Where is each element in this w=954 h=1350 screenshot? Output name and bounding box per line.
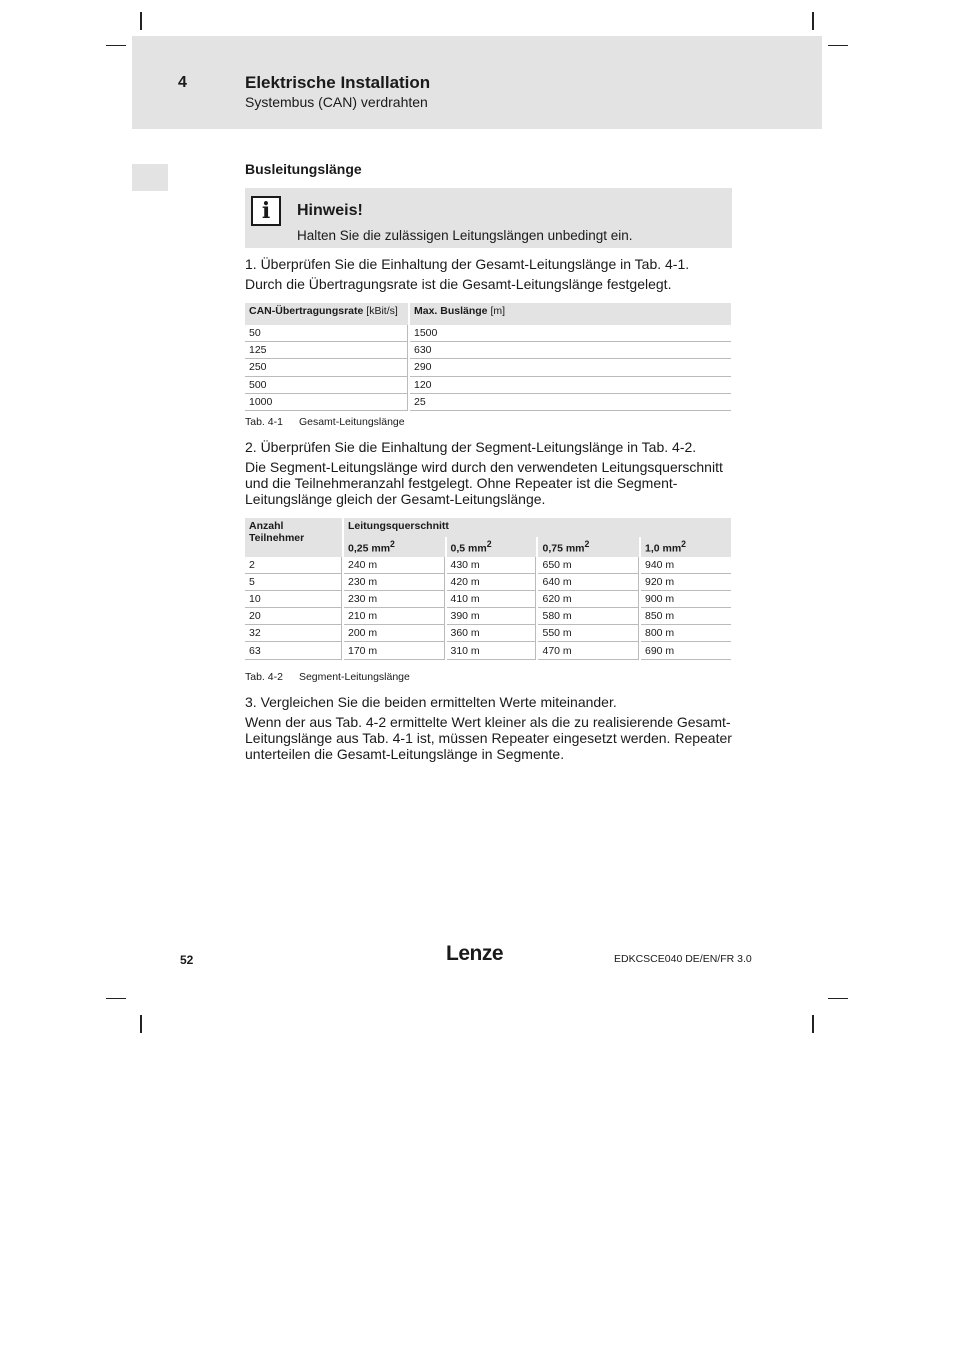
table-row — [245, 625, 732, 642]
table-row — [245, 376, 732, 393]
chapter-title: Elektrische Installation — [245, 73, 431, 92]
table1-caption-title: Gesamt-Leitungslänge — [298, 416, 405, 428]
table-row — [245, 342, 732, 359]
table-cell: 210 m — [343, 608, 446, 625]
table-cell: 125 — [245, 342, 409, 359]
table-cell: 200 m — [343, 625, 446, 642]
table-cell: 650 m — [537, 557, 640, 574]
crop-mark-bottom-right-h — [828, 998, 848, 999]
table-cell: 10 — [245, 590, 343, 607]
chapter-subtitle: Systembus (CAN) verdrahten — [245, 94, 428, 110]
crop-mark-bottom-left-h — [106, 998, 126, 999]
table2-subheader-10: 1,0 $mm^2$ — [640, 537, 732, 557]
crop-mark-bottom-left-v — [140, 1015, 142, 1033]
step-1-detail: Durch die Übertragungsrate ist die Gesamt-Leitungslänge festgelegt. — [245, 276, 672, 292]
table-cell: 2 — [245, 557, 343, 574]
step-2-detail: Die Segment-Leitungslänge wird durch den verwendeten Leitungsquerschnitt und die Teilnehmeranzahl festgelegt. Ohne Repeater ist die Segment-Leitungslänge gleich der Gesamt-Leitungslänge. — [245, 459, 723, 507]
table-cell: 410 m — [446, 590, 538, 607]
table2-caption-number: Tab. 4-2 — [245, 671, 283, 683]
table-cell: 800 m — [640, 625, 732, 642]
table-cell: 850 m — [640, 608, 732, 625]
table-cell: 390 m — [446, 608, 538, 625]
table-cell: 50 — [245, 325, 409, 342]
table2-header-group: Leitungsquerschnitt — [343, 518, 732, 537]
note-title: Hinweis! — [297, 202, 363, 219]
table-cell: 690 m — [640, 642, 732, 659]
table-cell: 620 m — [537, 590, 640, 607]
table-cell: 640 m — [537, 573, 640, 590]
table2-caption-title: Segment-Leitungslänge — [298, 671, 410, 683]
table2-subheader-05: 0,5 $mm^2$ — [446, 537, 538, 557]
table-cell: 920 m — [640, 573, 732, 590]
step-2-text: 2. Überprüfen Sie die Einhaltung der Segment-Leitungslänge in Tab. 4-2. — [245, 439, 697, 455]
side-tab-marker — [132, 164, 168, 191]
table1-header-rate: CAN-Übertragungsrate [kBit/s] — [245, 303, 409, 325]
crop-mark-top-left-v — [140, 12, 142, 30]
table2-caption — [245, 671, 410, 683]
crop-mark-top-right-h — [828, 45, 848, 46]
table-cell: 5 — [245, 573, 343, 590]
table-cell: 310 m — [446, 642, 538, 659]
table-segment-length — [245, 518, 733, 660]
table1-caption — [245, 416, 405, 428]
section-heading: Busleitungslänge — [245, 161, 362, 177]
crop-mark-bottom-right-v — [812, 1015, 814, 1033]
table-cell: 470 m — [537, 642, 640, 659]
table-cell: 1500 — [409, 325, 732, 342]
table-cell: 250 — [245, 359, 409, 376]
table-cell: 230 m — [343, 573, 446, 590]
table-cell: 170 m — [343, 642, 446, 659]
table-cell: 360 m — [446, 625, 538, 642]
table-cell: 580 m — [537, 608, 640, 625]
step-1-text: 1. Überprüfen Sie die Einhaltung der Gesamt-Leitungslänge in Tab. 4-1. — [245, 256, 690, 272]
table-cell: 550 m — [537, 625, 640, 642]
table-cell: 240 m — [343, 557, 446, 574]
table-cell: 32 — [245, 625, 343, 642]
table-cell: 290 — [409, 359, 732, 376]
table-row — [245, 590, 732, 607]
chapter-header-band — [132, 36, 822, 129]
document-id: EDKCSCE040 DE/EN/FR 3.0 — [614, 953, 752, 965]
brand-logo: Lenze — [446, 942, 504, 965]
table-row — [245, 642, 732, 659]
table-cell: 120 — [409, 376, 732, 393]
table-cell: 630 — [409, 342, 732, 359]
chapter-number: 4 — [178, 74, 187, 91]
table2-header-participants: Anzahl Teilnehmer — [245, 518, 343, 557]
note-text: Halten Sie die zulässigen Leitungslängen unbedingt ein. — [297, 228, 633, 243]
table1-caption-number: Tab. 4-1 — [245, 416, 283, 428]
table-cell: 1000 — [245, 393, 409, 410]
table-row — [245, 557, 732, 574]
table-row — [245, 325, 732, 342]
crop-mark-top-left-h — [106, 45, 126, 46]
table2-subheader-025: 0,25 $mm^2$ — [343, 537, 446, 557]
table1-header-length: Max. Buslänge [m] — [409, 303, 732, 325]
table-cell: 900 m — [640, 590, 732, 607]
note-box — [245, 188, 732, 248]
table-row — [245, 359, 732, 376]
table-total-length — [245, 303, 733, 411]
table-cell: 500 — [245, 376, 409, 393]
table-cell: 940 m — [640, 557, 732, 574]
crop-mark-top-right-v — [812, 12, 814, 30]
info-icon: i — [251, 196, 281, 226]
table-row — [245, 393, 732, 410]
table2-subheader-075: 0,75 $mm^2$ — [537, 537, 640, 557]
table-row — [245, 608, 732, 625]
table-cell: 230 m — [343, 590, 446, 607]
table-cell: 430 m — [446, 557, 538, 574]
table-cell: 25 — [409, 393, 732, 410]
step-3-text: 3. Vergleichen Sie die beiden ermittelten Werte miteinander. — [245, 694, 617, 710]
table-row — [245, 573, 732, 590]
table-cell: 63 — [245, 642, 343, 659]
table-cell: 20 — [245, 608, 343, 625]
table-cell: 420 m — [446, 573, 538, 590]
step-3-detail: Wenn der aus Tab. 4-2 ermittelte Wert kleiner als die zu realisierende Gesamt-Leitungslänge aus Tab. 4-1 ist, müssen Repeater eingesetzt werden. Repeater unterteilen die Gesamt-Leitungslänge in Segmente. — [245, 714, 732, 762]
page-number: 52 — [180, 953, 194, 967]
